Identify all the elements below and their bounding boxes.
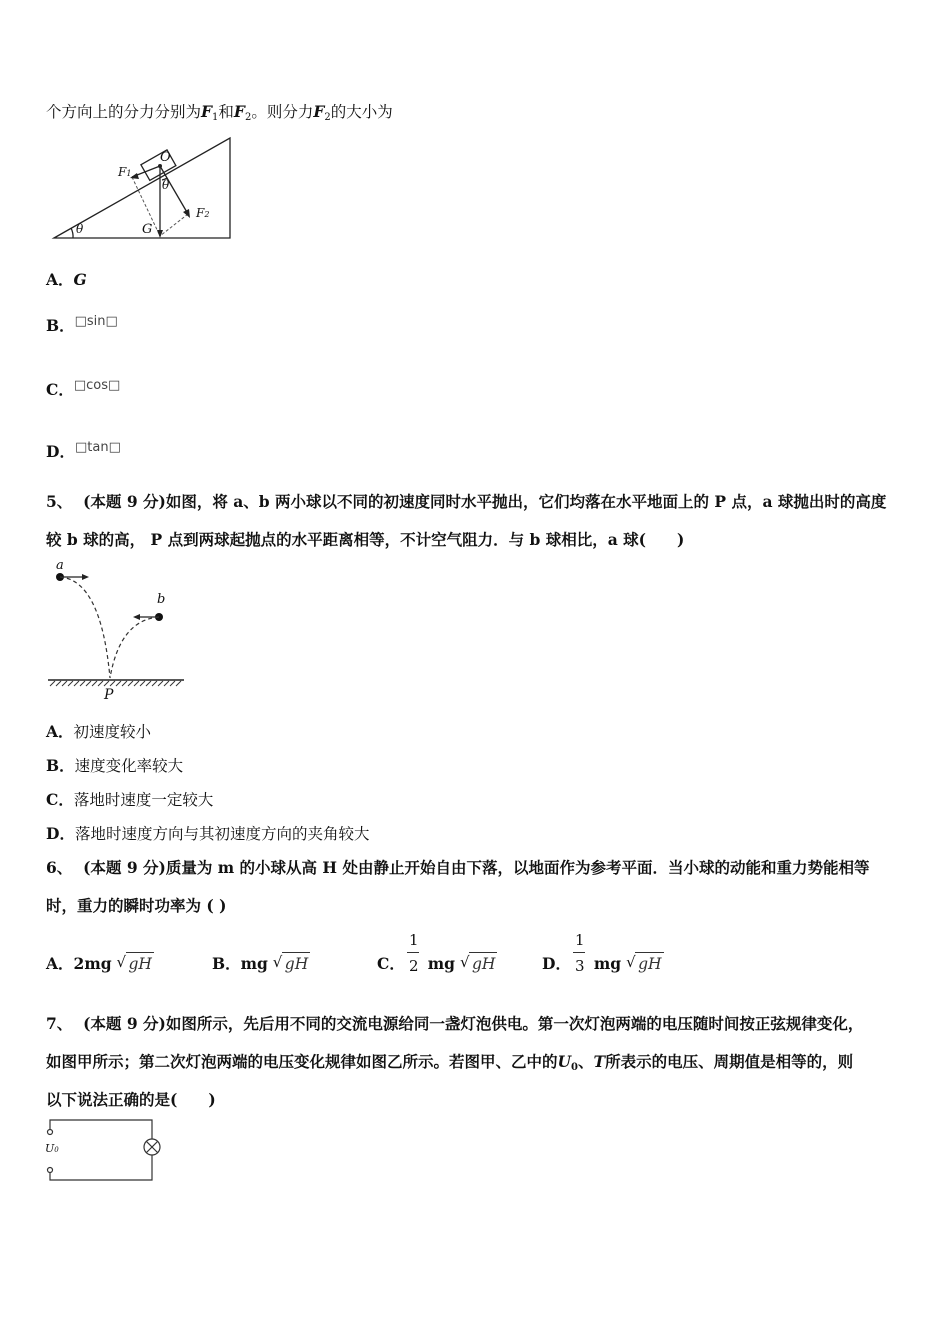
sqrt-gh: √ gH (626, 953, 662, 973)
question-number: 6、 (46, 858, 73, 877)
option-letter: C． (46, 790, 74, 809)
radicand: gH (284, 955, 309, 973)
label-a: a (56, 558, 64, 573)
label-theta-top: θ (162, 178, 170, 192)
f2-subscript: 2 (244, 112, 252, 123)
label-u0 (45, 1142, 59, 1155)
option-letter: D． (46, 442, 75, 461)
fraction-numerator: 1 (409, 931, 419, 949)
label-f2-letter: F (196, 206, 205, 220)
q7-text-2a: 如图甲所示；第二次灯泡两端的电压变化规律如图乙所示。若图甲、乙中的 (46, 1052, 558, 1071)
intro-text-b: 和 (218, 103, 234, 121)
q4-option-c[interactable] (46, 380, 120, 402)
terminal-top (48, 1130, 53, 1135)
u0-symbol: U (557, 1052, 572, 1071)
missing-glyph-icon: □ (108, 440, 121, 455)
label-o: O (160, 150, 171, 165)
f2b-subscript: 2 (324, 112, 331, 123)
q7-line3: 以下说法正确的是( ) (46, 1090, 216, 1109)
option-letter: A． (46, 954, 74, 973)
question-number: 5、 (46, 492, 73, 511)
intro-text-d: 的大小为 (330, 103, 393, 121)
label-f2 (196, 206, 209, 220)
q5-line2: 较 b 球的高， P 点到两球起抛点的水平距离相等，不计空气阻力．与 b 球相比，a 球( ) (46, 530, 685, 549)
f1-subscript: 1 (212, 112, 219, 123)
label-p: P (104, 687, 114, 703)
option-coef: mg (593, 954, 622, 973)
label-b: b (157, 592, 166, 607)
option-text: G (73, 270, 87, 289)
option-formula (74, 378, 120, 393)
label-theta-bottom: θ (76, 222, 84, 236)
label-u0-subscript: 0 (54, 1146, 59, 1154)
label-f1-subscript: 1 (126, 169, 132, 178)
option-letter: A． (46, 722, 74, 741)
option-letter: D． (542, 954, 571, 973)
circuit-figure (44, 1118, 164, 1184)
fraction-denominator: 2 (409, 957, 419, 975)
q6-option-a[interactable] (46, 954, 152, 974)
option-text: sin (86, 314, 106, 329)
missing-glyph-icon: □ (73, 378, 87, 393)
option-text: cos (86, 378, 109, 393)
q6-option-c[interactable] (377, 931, 496, 975)
fraction-bar (573, 952, 585, 953)
fraction-numerator: 1 (575, 931, 585, 949)
fraction-bar (407, 952, 419, 953)
q6-text-1: (本题 9 分)质量为 m 的小球从高 H 处由静止开始自由下落，以地面作为参考平面．当小球的动能和重力势能相等 (83, 858, 870, 877)
q7-text-1: (本题 9 分)如图所示，先后用不同的交流电源给同一盏灯泡供电。第一次灯泡两端的电压随时间按正弦规律变化， (83, 1014, 864, 1033)
question-number: 7、 (46, 1014, 73, 1033)
option-letter: B． (46, 316, 75, 335)
intro-text-c: 。则分力 (251, 103, 314, 121)
q5-text-1: (本题 9 分)如图，将 a、b 两小球以不同的初速度同时水平抛出，它们均落在水平地面上的 P 点，a 球抛出时的高度 (83, 492, 887, 511)
radicand: gH (128, 955, 152, 973)
sqrt-gh: √ gH (272, 953, 309, 973)
q6-option-d[interactable] (542, 931, 662, 975)
option-text: 落地时速度方向与其初速度方向的夹角较大 (74, 825, 370, 843)
f1-symbol: F (201, 102, 213, 121)
label-f1 (118, 165, 131, 179)
missing-glyph-icon: □ (74, 314, 87, 329)
option-formula (75, 314, 118, 329)
q5-option-c[interactable] (46, 790, 213, 810)
label-g: G (142, 222, 153, 237)
label-f2-subscript: 2 (204, 210, 210, 219)
q6-option-b[interactable] (212, 954, 308, 974)
q7-text-2c: 所表示的电压、周期值是相等的，则 (605, 1052, 854, 1071)
q4-option-a[interactable] (46, 270, 87, 290)
q6-line1 (46, 858, 869, 878)
option-letter: C． (377, 954, 405, 973)
q6-line2: 时，重力的瞬时功率为 ( ) (46, 896, 227, 915)
option-letter: B． (46, 756, 75, 775)
sqrt-gh: √ gH (116, 953, 152, 973)
radicand: gH (471, 955, 496, 973)
option-coef: mg (240, 954, 268, 973)
label-f1-letter: F (118, 165, 127, 179)
angle-arc-bottom (71, 228, 73, 238)
option-formula (75, 440, 121, 455)
q4-option-d[interactable] (46, 442, 121, 464)
label-u0-letter: U (45, 1142, 55, 1155)
option-text: 落地时速度一定较大 (73, 791, 214, 809)
sqrt-gh: √ gH (459, 953, 496, 973)
q4-option-b[interactable] (46, 316, 118, 338)
missing-glyph-icon: □ (74, 440, 88, 455)
option-letter: D． (46, 824, 75, 843)
q5-option-b[interactable] (46, 756, 183, 776)
option-text: tan (87, 440, 109, 455)
option-letter: C． (46, 380, 74, 399)
f2-symbol: F (233, 102, 245, 121)
q7-line2 (46, 1052, 853, 1078)
terminal-bottom (48, 1168, 53, 1173)
option-coef: mg (427, 954, 456, 973)
intro-line (46, 102, 393, 128)
missing-glyph-icon: □ (108, 378, 121, 393)
intro-text-a: 个方向上的分力分别为 (46, 103, 202, 121)
q7-text-2b: 、 (578, 1052, 594, 1071)
option-text: 速度变化率较大 (74, 757, 184, 775)
q5-option-a[interactable] (46, 722, 151, 742)
f2b-symbol: F (313, 102, 325, 121)
u0-subscript: 0 (571, 1062, 579, 1073)
radicand: gH (638, 955, 662, 973)
missing-glyph-icon: □ (105, 314, 118, 329)
q5-line1 (46, 492, 886, 512)
option-letter: A． (46, 270, 74, 289)
option-coef: 2mg (73, 954, 112, 973)
option-letter: B． (212, 954, 241, 973)
t-symbol: T (593, 1052, 606, 1071)
projectile-figure (46, 560, 188, 700)
option-text: 初速度较小 (73, 723, 152, 741)
q5-option-d[interactable] (46, 824, 369, 844)
q7-line1 (46, 1014, 863, 1034)
fraction-denominator: 3 (575, 957, 585, 975)
